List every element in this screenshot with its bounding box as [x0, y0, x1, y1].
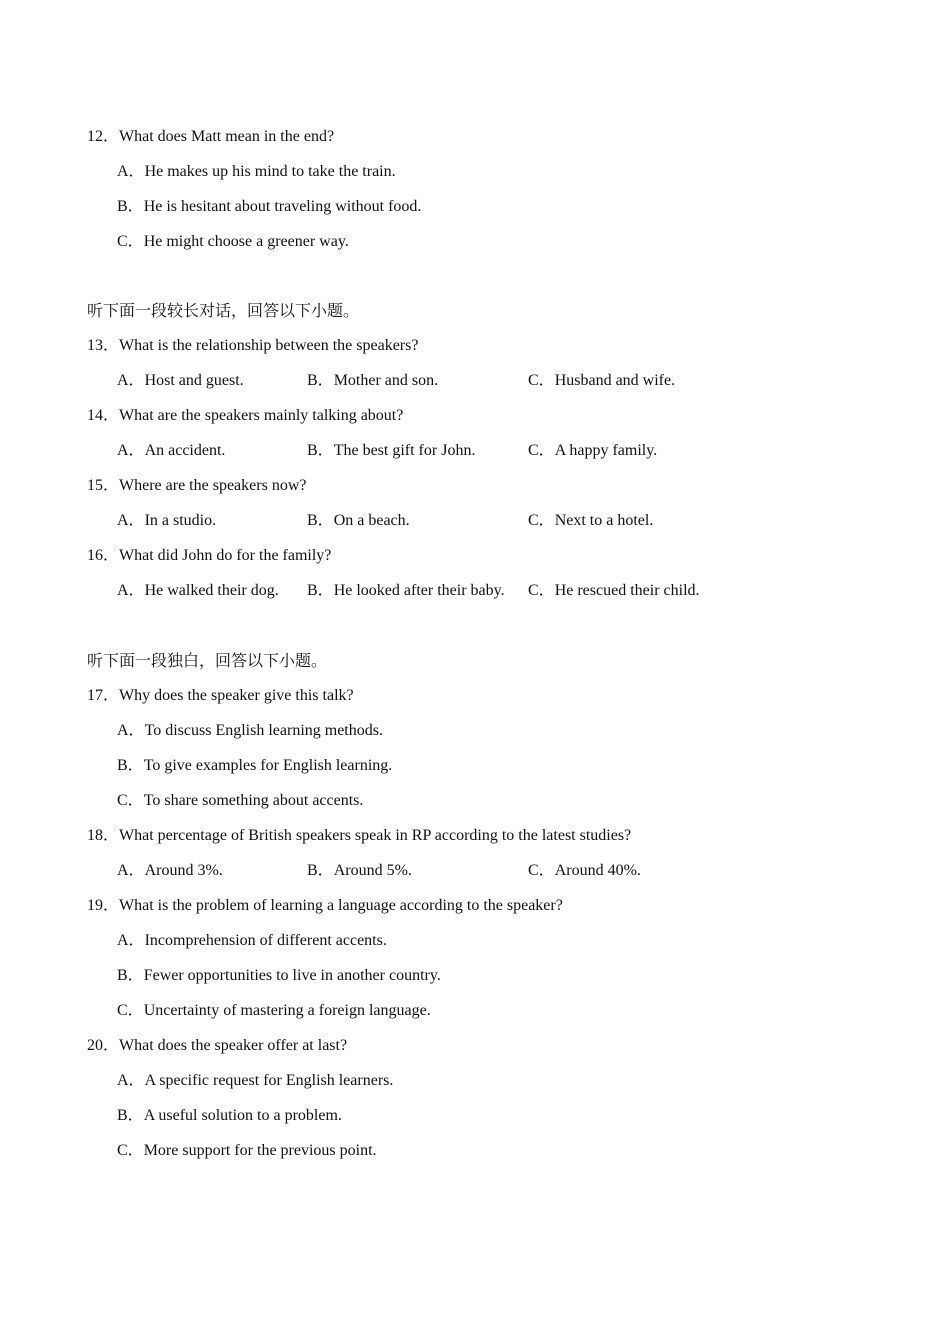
- option-17-b[interactable]: [117, 756, 392, 776]
- option-13-b[interactable]: [307, 371, 438, 391]
- question-number: 12．: [87, 128, 120, 145]
- option-label: C．: [117, 233, 144, 250]
- section-instruction-dialogue: 听下面一段较长对话，回答以下小题。: [87, 303, 360, 320]
- option-label: B．: [307, 512, 334, 529]
- option-text: Husband and wife.: [554, 372, 676, 389]
- option-label: B．: [117, 1107, 144, 1124]
- option-text: Incomprehension of different accents.: [144, 932, 387, 949]
- option-label: B．: [307, 862, 334, 879]
- option-label: A．: [117, 862, 145, 879]
- option-18-c[interactable]: [528, 861, 641, 881]
- option-label: A．: [117, 1072, 145, 1089]
- option-label: B．: [117, 757, 144, 774]
- option-label: A．: [117, 722, 145, 739]
- option-16-a[interactable]: [117, 581, 279, 601]
- option-text: More support for the previous point.: [143, 1142, 377, 1159]
- option-label: B．: [307, 442, 334, 459]
- option-19-c[interactable]: [117, 1001, 431, 1021]
- option-label: C．: [117, 1142, 144, 1159]
- question-text: What does Matt mean in the end?: [119, 128, 335, 145]
- option-text: He walked their dog.: [144, 582, 279, 599]
- option-label: B．: [117, 967, 144, 984]
- option-20-a[interactable]: [117, 1071, 393, 1091]
- option-text: On a beach.: [333, 512, 410, 529]
- option-label: A．: [117, 582, 145, 599]
- option-text: The best gift for John.: [333, 442, 476, 459]
- question-text: Where are the speakers now?: [119, 477, 307, 494]
- question-14: [87, 406, 403, 426]
- option-text: He might choose a greener way.: [143, 233, 349, 250]
- option-20-b[interactable]: [117, 1106, 342, 1126]
- option-text: He rescued their child.: [554, 582, 700, 599]
- option-label: A．: [117, 442, 145, 459]
- question-number: 16．: [87, 547, 120, 564]
- option-13-a[interactable]: [117, 371, 244, 391]
- question-number: 19．: [87, 897, 120, 914]
- question-12: [87, 127, 334, 147]
- option-label: C．: [528, 372, 555, 389]
- option-17-c[interactable]: [117, 791, 363, 811]
- question-20: [87, 1036, 347, 1056]
- option-text: Around 40%.: [554, 862, 641, 879]
- question-text: What did John do for the family?: [119, 547, 332, 564]
- option-14-c[interactable]: [528, 441, 657, 461]
- option-text: In a studio.: [144, 512, 217, 529]
- option-label: C．: [528, 582, 555, 599]
- question-number: 15．: [87, 477, 120, 494]
- question-text: What is the relationship between the speakers?: [119, 337, 419, 354]
- option-label: C．: [117, 1002, 144, 1019]
- option-label: A．: [117, 163, 145, 180]
- question-18: [87, 826, 631, 846]
- option-text: Around 5%.: [333, 862, 412, 879]
- option-label: B．: [307, 582, 334, 599]
- option-15-b[interactable]: [307, 511, 410, 531]
- option-label: A．: [117, 932, 145, 949]
- option-text: To give examples for English learning.: [143, 757, 393, 774]
- question-15: [87, 476, 306, 496]
- question-13: [87, 336, 418, 356]
- option-label: B．: [307, 372, 334, 389]
- option-18-b[interactable]: [307, 861, 412, 881]
- option-19-a[interactable]: [117, 931, 387, 951]
- option-16-c[interactable]: [528, 581, 700, 601]
- option-text: To discuss English learning methods.: [144, 722, 383, 739]
- option-text: Next to a hotel.: [554, 512, 654, 529]
- option-text: Host and guest.: [144, 372, 244, 389]
- question-text: What is the problem of learning a language according to the speaker?: [119, 897, 563, 914]
- question-number: 18．: [87, 827, 120, 844]
- option-label: C．: [528, 862, 555, 879]
- option-text: A specific request for English learners.: [144, 1072, 394, 1089]
- option-12-b[interactable]: [117, 197, 421, 217]
- option-16-b[interactable]: [307, 581, 505, 601]
- option-19-b[interactable]: [117, 966, 441, 986]
- question-number: 20．: [87, 1037, 120, 1054]
- option-text: A useful solution to a problem.: [143, 1107, 342, 1124]
- option-12-c[interactable]: [117, 232, 349, 252]
- option-label: C．: [528, 512, 555, 529]
- option-text: A happy family.: [554, 442, 658, 459]
- question-text: Why does the speaker give this talk?: [119, 687, 354, 704]
- question-16: [87, 546, 331, 566]
- question-19: [87, 896, 563, 916]
- option-14-a[interactable]: [117, 441, 225, 461]
- question-text: What are the speakers mainly talking about?: [119, 407, 404, 424]
- option-text: He makes up his mind to take the train.: [144, 163, 396, 180]
- question-17: [87, 686, 354, 706]
- option-label: A．: [117, 512, 145, 529]
- question-text: What percentage of British speakers speak in RP according to the latest studies?: [119, 827, 632, 844]
- question-number: 13．: [87, 337, 120, 354]
- option-15-c[interactable]: [528, 511, 653, 531]
- question-text: What does the speaker offer at last?: [119, 1037, 348, 1054]
- option-13-c[interactable]: [528, 371, 675, 391]
- section-instruction-monologue: 听下面一段独白，回答以下小题。: [87, 653, 328, 670]
- option-text: Around 3%.: [144, 862, 223, 879]
- option-label: C．: [528, 442, 555, 459]
- option-label: C．: [117, 792, 144, 809]
- option-text: He is hesitant about traveling without food.: [143, 198, 422, 215]
- option-text: To share something about accents.: [143, 792, 364, 809]
- option-14-b[interactable]: [307, 441, 475, 461]
- question-number: 14．: [87, 407, 120, 424]
- option-18-a[interactable]: [117, 861, 223, 881]
- option-text: He looked after their baby.: [333, 582, 505, 599]
- option-text: Mother and son.: [333, 372, 439, 389]
- option-text: Fewer opportunities to live in another country.: [143, 967, 441, 984]
- question-number: 17．: [87, 687, 120, 704]
- option-label: B．: [117, 198, 144, 215]
- option-20-c[interactable]: [117, 1141, 377, 1161]
- option-label: A．: [117, 372, 145, 389]
- option-15-a[interactable]: [117, 511, 216, 531]
- option-12-a[interactable]: [117, 162, 396, 182]
- option-17-a[interactable]: [117, 721, 383, 741]
- option-text: An accident.: [144, 442, 226, 459]
- option-text: Uncertainty of mastering a foreign language.: [143, 1002, 431, 1019]
